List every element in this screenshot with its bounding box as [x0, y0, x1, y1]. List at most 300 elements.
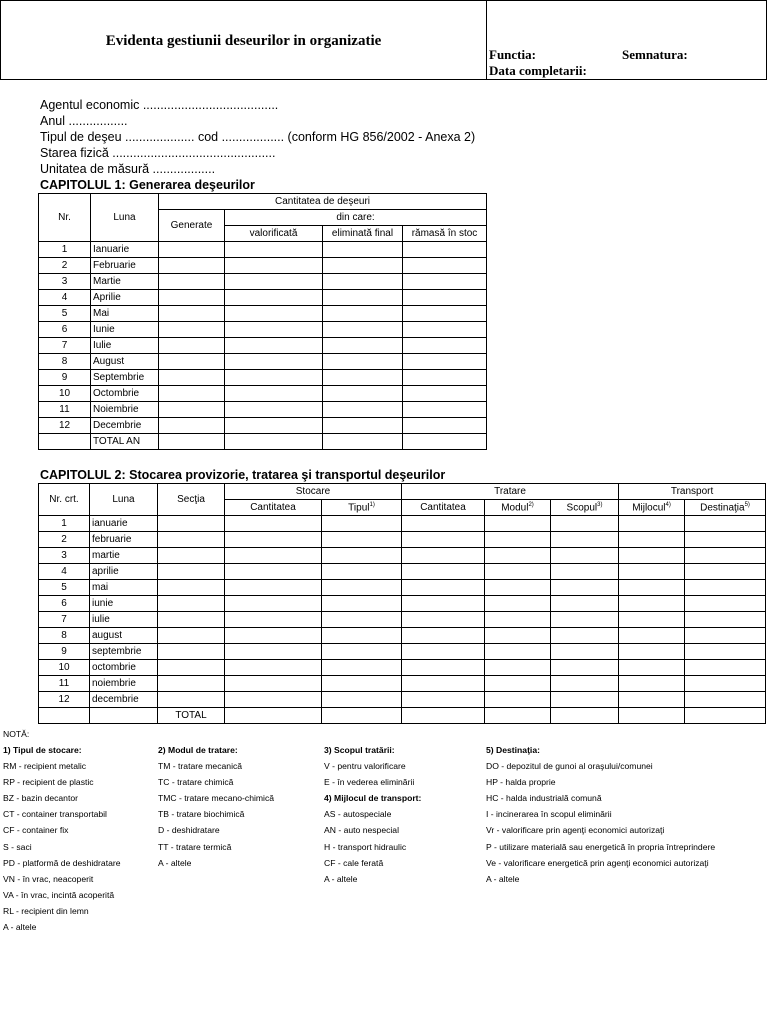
nota-col-destinatia	[486, 742, 715, 887]
unitatea-masura-line: Unitatea de măsură ..................	[40, 162, 216, 176]
table-row	[39, 612, 766, 628]
cap2-nr-cell: 5	[39, 580, 90, 596]
cap2-entry-cell[interactable]	[485, 548, 551, 564]
nota-item: I - incinerarea în scopul eliminării	[486, 809, 612, 820]
header-title-cell	[1, 1, 487, 79]
cap1-generate-cell[interactable]	[159, 258, 225, 274]
cap1-luna-cell: Noiembrie	[91, 402, 159, 418]
cap2-entry-cell[interactable]	[485, 564, 551, 580]
cap1-ramasa-cell[interactable]	[403, 402, 487, 418]
cap1-eliminata-cell[interactable]	[323, 354, 403, 370]
cap2-title: CAPITOLUL 2: Stocarea provizorie, tratarea şi transportul deşeurilor	[40, 468, 446, 482]
cap2-entry-cell[interactable]	[225, 596, 322, 612]
cap2-entry-cell[interactable]	[619, 628, 685, 644]
cap1-generate-cell[interactable]	[159, 322, 225, 338]
cap2-entry-cell[interactable]	[158, 564, 225, 580]
table-row	[39, 306, 487, 322]
cap2-entry-cell[interactable]	[225, 564, 322, 580]
cap2-entry-cell[interactable]	[225, 612, 322, 628]
cap2-entry-cell[interactable]	[551, 644, 619, 660]
cap1-ramasa-cell[interactable]	[403, 290, 487, 306]
cap2-luna-cell: august	[90, 628, 158, 644]
nota-item: CT - container transportabil	[3, 809, 107, 820]
cap2-nr-cell: 10	[39, 660, 90, 676]
cap1-valorificata-cell[interactable]	[225, 338, 323, 354]
cap2-entry-cell[interactable]	[551, 564, 619, 580]
cap1-generate-cell[interactable]	[159, 242, 225, 258]
cap2-entry-cell[interactable]	[619, 532, 685, 548]
cap2-entry-cell[interactable]	[685, 708, 766, 724]
cap1-generate-cell[interactable]	[159, 354, 225, 370]
nota-col-tratare	[158, 742, 274, 871]
cap2-entry-cell[interactable]	[225, 580, 322, 596]
cap2-entry-cell[interactable]	[402, 628, 485, 644]
cap1-generate-cell[interactable]	[159, 418, 225, 434]
cap2-entry-cell[interactable]	[685, 612, 766, 628]
cap2-entry-cell[interactable]	[485, 596, 551, 612]
cap1-luna-cell: August	[91, 354, 159, 370]
cap2-nr-cell: 4	[39, 564, 90, 580]
nota-item: S - saci	[3, 841, 32, 852]
cap1-ramasa-cell[interactable]	[403, 386, 487, 402]
cap2-entry-cell[interactable]	[225, 660, 322, 676]
nota-item: H - transport hidraulic	[324, 841, 407, 852]
cap1-table	[38, 193, 487, 450]
cap2-entry-cell[interactable]	[551, 676, 619, 692]
cap2-entry-cell[interactable]	[551, 548, 619, 564]
cap2-entry-cell[interactable]	[322, 660, 402, 676]
cap1-luna-cell: Decembrie	[91, 418, 159, 434]
cap1-title: CAPITOLUL 1: Generarea deşeurilor	[40, 178, 255, 192]
cap2-entry-cell[interactable]	[225, 676, 322, 692]
cap1-luna-cell: Februarie	[91, 258, 159, 274]
table-row	[39, 660, 766, 676]
cap2-entry-cell[interactable]	[402, 580, 485, 596]
cap1-ramasa-cell[interactable]	[403, 354, 487, 370]
nota-item: CF - container fix	[3, 825, 69, 836]
cap2-nr-cell: 9	[39, 644, 90, 660]
cap2-luna-cell: martie	[90, 548, 158, 564]
cap1-luna-cell: Iulie	[91, 338, 159, 354]
cap2-h-tratare: Tratare	[402, 484, 619, 500]
cap2-luna-cell: februarie	[90, 532, 158, 548]
table-row	[39, 434, 487, 450]
cap2-h-stocare: Stocare	[225, 484, 402, 500]
cap2-entry-cell[interactable]	[685, 516, 766, 532]
cap2-entry-cell[interactable]	[158, 660, 225, 676]
cap2-entry-cell[interactable]	[619, 596, 685, 612]
cap2-luna-cell: mai	[90, 580, 158, 596]
cap2-entry-cell[interactable]	[158, 596, 225, 612]
cap2-entry-cell[interactable]	[485, 676, 551, 692]
cap1-luna-cell: Mai	[91, 306, 159, 322]
cap1-nr-cell: 11	[39, 402, 91, 418]
cap2-entry-cell[interactable]	[619, 660, 685, 676]
nota-label: NOTĂ:	[3, 729, 30, 739]
cap2-nr-cell: 8	[39, 628, 90, 644]
cap2-entry-cell[interactable]	[322, 532, 402, 548]
cap2-nr-cell: 11	[39, 676, 90, 692]
cap2-entry-cell[interactable]	[685, 660, 766, 676]
cap2-luna-cell: decembrie	[90, 692, 158, 708]
cap2-entry-cell[interactable]	[685, 596, 766, 612]
cap2-entry-cell[interactable]	[485, 692, 551, 708]
cap2-entry-cell[interactable]	[551, 660, 619, 676]
table-row	[39, 676, 766, 692]
nota-item: VN - în vrac, neacoperit	[3, 873, 94, 884]
cap2-entry-cell[interactable]	[551, 516, 619, 532]
nota-item: RM - recipient metalic	[3, 761, 87, 772]
cap2-entry-cell[interactable]	[322, 676, 402, 692]
cap2-entry-cell[interactable]	[685, 692, 766, 708]
cap2-entry-cell[interactable]	[322, 692, 402, 708]
cap2-entry-cell[interactable]	[485, 532, 551, 548]
cap2-entry-cell[interactable]	[619, 692, 685, 708]
cap1-h-valorificata: valorificată	[225, 226, 323, 242]
cap1-valorificata-cell[interactable]	[225, 402, 323, 418]
cap1-nr-cell: 5	[39, 306, 91, 322]
nota-item: A - altele	[158, 857, 192, 868]
table-row	[39, 564, 766, 580]
cap2-h-tipul: Tipul$^{1)}$	[322, 500, 402, 516]
cap2-entry-cell[interactable]	[619, 644, 685, 660]
cap2-entry-cell[interactable]	[402, 564, 485, 580]
table-row	[39, 338, 487, 354]
cap2-entry-cell[interactable]	[158, 580, 225, 596]
cap2-h-luna: Luna	[90, 484, 158, 516]
cap2-nr-cell	[39, 708, 90, 724]
cap2-entry-cell[interactable]	[322, 612, 402, 628]
cap2-entry-cell[interactable]	[158, 532, 225, 548]
cap2-entry-cell[interactable]	[551, 708, 619, 724]
cap1-ramasa-cell[interactable]	[403, 242, 487, 258]
cap2-entry-cell[interactable]	[158, 644, 225, 660]
cap2-entry-cell[interactable]	[402, 644, 485, 660]
starea-fizica-line: Starea fizică ...............................................	[40, 146, 276, 160]
cap2-nr-cell: 1	[39, 516, 90, 532]
form-title: Evidenta gestiunii deseurilor in organizatie	[105, 33, 382, 49]
cap1-luna-cell: Martie	[91, 274, 159, 290]
cap2-entry-cell[interactable]	[158, 516, 225, 532]
cap1-generate-cell[interactable]	[159, 402, 225, 418]
cap2-entry-cell[interactable]	[619, 708, 685, 724]
cap1-h-generate: Generate	[159, 210, 225, 242]
cap1-nr-cell: 2	[39, 258, 91, 274]
cap1-h-dincare: din care:	[225, 210, 487, 226]
cap2-entry-cell[interactable]	[485, 580, 551, 596]
table-row	[39, 290, 487, 306]
cap1-generate-cell[interactable]	[159, 338, 225, 354]
cap1-nr-cell: 1	[39, 242, 91, 258]
cap1-eliminata-cell[interactable]	[323, 370, 403, 386]
table-row	[39, 418, 487, 434]
cap1-eliminata-cell[interactable]	[323, 290, 403, 306]
cap2-total-label: TOTAL	[158, 708, 225, 724]
nota-item: BZ - bazin decantor	[3, 793, 78, 804]
cap1-nr-cell: 9	[39, 370, 91, 386]
nota-heading: 4) Mijlocul de transport:	[324, 793, 422, 804]
cap1-valorificata-cell[interactable]	[225, 370, 323, 386]
cap1-generate-cell[interactable]	[159, 290, 225, 306]
cap2-entry-cell[interactable]	[551, 596, 619, 612]
cap1-luna-cell: Septembrie	[91, 370, 159, 386]
cap1-eliminata-cell[interactable]	[323, 242, 403, 258]
cap2-entry-cell[interactable]	[225, 708, 322, 724]
cap1-eliminata-cell[interactable]	[323, 338, 403, 354]
cap1-valorificata-cell[interactable]	[225, 290, 323, 306]
cap2-entry-cell[interactable]	[685, 532, 766, 548]
cap2-entry-cell[interactable]	[402, 532, 485, 548]
nota-item: TC - tratare chimică	[158, 777, 234, 788]
cap2-entry-cell[interactable]	[158, 612, 225, 628]
nota-item: RP - recipient de plastic	[3, 777, 94, 788]
nota-item: VA - în vrac, incintă acoperită	[3, 889, 115, 900]
table-row	[39, 532, 766, 548]
cap2-entry-cell[interactable]	[485, 612, 551, 628]
nota-item: A - altele	[324, 873, 358, 884]
cap1-ramasa-cell[interactable]	[403, 338, 487, 354]
table-row	[39, 628, 766, 644]
table-row	[39, 548, 766, 564]
cap2-entry-cell[interactable]	[619, 548, 685, 564]
cap2-entry-cell[interactable]	[485, 708, 551, 724]
cap1-luna-cell: Ianuarie	[91, 242, 159, 258]
cap1-eliminata-cell[interactable]	[323, 434, 403, 450]
cap1-luna-cell: Aprilie	[91, 290, 159, 306]
cap2-h-cantitatea-stocare: Cantitatea	[225, 500, 322, 516]
cap2-entry-cell[interactable]	[322, 516, 402, 532]
nota-item: D - deshidratare	[158, 825, 220, 836]
cap1-h-eliminata: eliminată final	[323, 226, 403, 242]
cap2-entry-cell[interactable]	[685, 580, 766, 596]
cap1-generate-cell[interactable]	[159, 370, 225, 386]
cap1-luna-cell: Octombrie	[91, 386, 159, 402]
cap2-entry-cell[interactable]	[685, 644, 766, 660]
cap2-entry-cell[interactable]	[402, 708, 485, 724]
cap2-entry-cell[interactable]	[551, 532, 619, 548]
cap2-entry-cell[interactable]	[225, 628, 322, 644]
cap2-luna-cell: iunie	[90, 596, 158, 612]
cap1-ramasa-cell[interactable]	[403, 370, 487, 386]
nota-item: TM - tratare mecanică	[158, 761, 243, 772]
cap2-entry-cell[interactable]	[551, 612, 619, 628]
cap1-nr-cell: 8	[39, 354, 91, 370]
cap2-luna-cell: ianuarie	[90, 516, 158, 532]
cap2-entry-cell[interactable]	[402, 660, 485, 676]
cap2-entry-cell[interactable]	[551, 580, 619, 596]
cap1-eliminata-cell[interactable]	[323, 418, 403, 434]
nota-item: AS - autospeciale	[324, 809, 392, 820]
cap1-valorificata-cell[interactable]	[225, 322, 323, 338]
cap2-luna-cell	[90, 708, 158, 724]
nota-item: E - în vederea eliminării	[324, 777, 415, 788]
cap1-ramasa-cell[interactable]	[403, 274, 487, 290]
table-row	[39, 274, 487, 290]
cap1-eliminata-cell[interactable]	[323, 386, 403, 402]
cap2-h-sectia: Secţia	[158, 484, 225, 516]
cap2-entry-cell[interactable]	[158, 692, 225, 708]
cap1-nr-cell: 12	[39, 418, 91, 434]
nota-item: P - utilizare materială sau energetică în propria întreprindere	[486, 841, 716, 852]
form-header	[0, 0, 767, 80]
cap1-nr-cell: 3	[39, 274, 91, 290]
nota-item: AN - auto nespecial	[324, 825, 399, 836]
cap1-ramasa-cell[interactable]	[403, 306, 487, 322]
nota-item: Ve - valorificare energetică prin agenţi economici autorizaţi	[486, 857, 709, 868]
nota-item: A - altele	[486, 873, 520, 884]
cap2-luna-cell: octombrie	[90, 660, 158, 676]
nota-item: DO - depozitul de gunoi al oraşului/comunei	[486, 761, 653, 772]
cap2-luna-cell: aprilie	[90, 564, 158, 580]
cap2-entry-cell[interactable]	[225, 548, 322, 564]
table-row	[39, 402, 487, 418]
table-row	[39, 370, 487, 386]
table-row	[39, 242, 487, 258]
cap2-entry-cell[interactable]	[685, 564, 766, 580]
cap2-entry-cell[interactable]	[158, 548, 225, 564]
cap2-entry-cell[interactable]	[322, 708, 402, 724]
cap2-nr-cell: 3	[39, 548, 90, 564]
agent-economic-line: Agentul economic .......................................	[40, 98, 279, 112]
cap1-generate-cell[interactable]	[159, 386, 225, 402]
table-row	[39, 386, 487, 402]
cap2-entry-cell[interactable]	[551, 692, 619, 708]
cap2-entry-cell[interactable]	[158, 628, 225, 644]
cap2-entry-cell[interactable]	[619, 516, 685, 532]
nota-item: PD - platformă de deshidratare	[3, 857, 121, 868]
cap1-nr-cell	[39, 434, 91, 450]
cap2-entry-cell[interactable]	[619, 564, 685, 580]
nota-item: TT - tratare termică	[158, 841, 232, 852]
cap2-entry-cell[interactable]	[619, 580, 685, 596]
cap1-valorificata-cell[interactable]	[225, 258, 323, 274]
nota-item: RL - recipient din lemn	[3, 905, 89, 916]
cap2-nr-cell: 7	[39, 612, 90, 628]
cap2-entry-cell[interactable]	[225, 644, 322, 660]
cap1-nr-cell: 4	[39, 290, 91, 306]
anul-line: Anul .................	[40, 114, 128, 128]
cap2-luna-cell: septembrie	[90, 644, 158, 660]
cap2-entry-cell[interactable]	[158, 676, 225, 692]
nota-col-scop-transport	[324, 742, 421, 887]
cap2-entry-cell[interactable]	[551, 628, 619, 644]
cap2-entry-cell[interactable]	[685, 676, 766, 692]
cap2-h-mijlocul: Mijlocul$^{4)}$	[619, 500, 685, 516]
cap2-luna-cell: noiembrie	[90, 676, 158, 692]
tipul-deseu-line: Tipul de deşeu .................... cod .................. (conform HG 856/2002 - Anexa 2)	[40, 130, 476, 144]
nota-item: HP - halda proprie	[486, 777, 556, 788]
cap2-entry-cell[interactable]	[485, 628, 551, 644]
cap2-entry-cell[interactable]	[485, 660, 551, 676]
cap2-entry-cell[interactable]	[619, 612, 685, 628]
cap2-entry-cell[interactable]	[685, 548, 766, 564]
cap2-entry-cell[interactable]	[322, 644, 402, 660]
nota-item: A - altele	[3, 922, 37, 933]
nota-heading: 3) Scopul tratării:	[324, 745, 395, 755]
cap1-nr-cell: 6	[39, 322, 91, 338]
data-completarii-label: Data completarii:	[489, 63, 587, 78]
cap2-entry-cell[interactable]	[322, 596, 402, 612]
cap2-entry-cell[interactable]	[402, 612, 485, 628]
cap1-ramasa-cell[interactable]	[403, 418, 487, 434]
nota-heading: 2) Modul de tratare:	[158, 745, 238, 755]
cap1-valorificata-cell[interactable]	[225, 274, 323, 290]
table-row	[39, 580, 766, 596]
cap1-eliminata-cell[interactable]	[323, 258, 403, 274]
cap2-entry-cell[interactable]	[225, 516, 322, 532]
cap1-valorificata-cell[interactable]	[225, 434, 323, 450]
nota-item: TB - tratare biochimică	[158, 809, 245, 820]
cap2-nr-cell: 6	[39, 596, 90, 612]
cap1-generate-cell[interactable]	[159, 274, 225, 290]
cap1-valorificata-cell[interactable]	[225, 418, 323, 434]
table-row	[39, 322, 487, 338]
cap2-entry-cell[interactable]	[402, 596, 485, 612]
cap2-entry-cell[interactable]	[402, 548, 485, 564]
cap2-nr-cell: 2	[39, 532, 90, 548]
cap2-entry-cell[interactable]	[322, 564, 402, 580]
cap2-h-transport: Transport	[619, 484, 766, 500]
table-row	[39, 258, 487, 274]
cap2-nr-cell: 12	[39, 692, 90, 708]
cap2-entry-cell[interactable]	[225, 532, 322, 548]
cap1-eliminata-cell[interactable]	[323, 402, 403, 418]
cap2-entry-cell[interactable]	[685, 628, 766, 644]
cap1-generate-cell[interactable]	[159, 434, 225, 450]
cap1-eliminata-cell[interactable]	[323, 306, 403, 322]
cap1-ramasa-cell[interactable]	[403, 322, 487, 338]
cap1-valorificata-cell[interactable]	[225, 386, 323, 402]
cap2-h-destinatia: Destinaţia$^{5)}$	[685, 500, 766, 516]
cap2-entry-cell[interactable]	[402, 676, 485, 692]
cap2-entry-cell[interactable]	[322, 628, 402, 644]
cap2-h-scopul: Scopul$^{3)}$	[551, 500, 619, 516]
cap2-entry-cell[interactable]	[322, 580, 402, 596]
cap1-generate-cell[interactable]	[159, 306, 225, 322]
semnatura-label: Semnatura:	[622, 47, 688, 62]
cap1-valorificata-cell[interactable]	[225, 242, 323, 258]
table-row	[39, 354, 487, 370]
cap2-entry-cell[interactable]	[402, 692, 485, 708]
cap2-entry-cell[interactable]	[619, 676, 685, 692]
cap1-ramasa-cell[interactable]	[403, 258, 487, 274]
table-row	[39, 596, 766, 612]
cap1-h-ramasa: rămasă în stoc	[403, 226, 487, 242]
cap2-entry-cell[interactable]	[485, 644, 551, 660]
cap1-nr-cell: 10	[39, 386, 91, 402]
cap2-entry-cell[interactable]	[485, 516, 551, 532]
nota-heading: 5) Destinaţia:	[486, 745, 540, 755]
cap1-h-nr: Nr.	[39, 194, 91, 242]
cap1-h-cantitatea: Cantitatea de deşeuri	[159, 194, 487, 210]
nota-col-stocare	[3, 742, 121, 935]
cap1-eliminata-cell[interactable]	[323, 274, 403, 290]
cap1-ramasa-cell[interactable]	[403, 434, 487, 450]
cap2-entry-cell[interactable]	[402, 516, 485, 532]
nota-item: HC - halda industrială comună	[486, 793, 602, 804]
nota-heading: 1) Tipul de stocare:	[3, 745, 82, 755]
nota-item: V - pentru valorificare	[324, 761, 406, 772]
cap1-eliminata-cell[interactable]	[323, 322, 403, 338]
cap2-h-nrcrt: Nr. crt.	[39, 484, 90, 516]
cap1-h-luna: Luna	[91, 194, 159, 242]
cap2-h-cantitatea-tratare: Cantitatea	[402, 500, 485, 516]
cap2-entry-cell[interactable]	[225, 692, 322, 708]
cap2-entry-cell[interactable]	[322, 548, 402, 564]
cap1-valorificata-cell[interactable]	[225, 354, 323, 370]
cap1-luna-cell: Iunie	[91, 322, 159, 338]
cap1-valorificata-cell[interactable]	[225, 306, 323, 322]
